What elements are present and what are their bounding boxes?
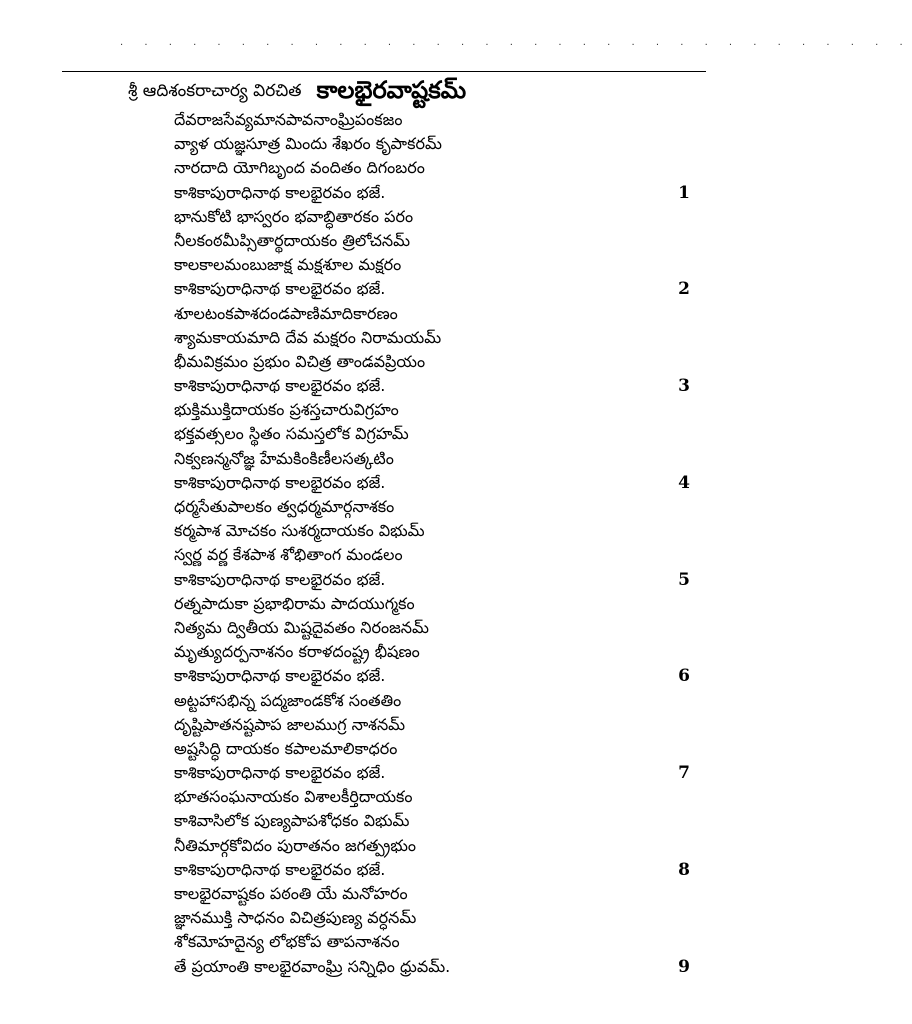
verse-line <box>174 495 694 519</box>
verse-line <box>174 592 694 616</box>
verse-line <box>174 181 694 205</box>
page-title <box>128 76 708 110</box>
verse-text: అట్టహాసభిన్న పద్మజాండకోశ సంతతిం <box>174 690 402 710</box>
verse-line <box>174 205 694 229</box>
verse-line <box>174 422 694 446</box>
verse-line <box>174 568 694 592</box>
verse-text: వ్యాళ యజ్ఞసూత్ర మిందు శేఖరం కృపాకరమ్ <box>174 134 442 154</box>
verse-text: కాశికాపురాధినాథ కాలభైరవం భజే. <box>174 279 386 299</box>
verse-line <box>174 737 694 761</box>
verse-line <box>174 955 694 979</box>
verse-text: కాశికాపురాధినాథ కాలభైరవం భజే. <box>174 182 386 202</box>
verse-text: కాశివాసిలోక పుణ్యపాపశోధకం విభుమ్ <box>174 811 410 831</box>
verse-line <box>174 761 694 785</box>
verse-text: ధర్మసేతుపాలకం త్వధర్మమార్గనాశకం <box>174 497 395 516</box>
verse-line <box>174 132 694 156</box>
verse-text: స్వర్ణ వర్ణ కేశపాశ శోభితాంగ మండలం <box>174 545 403 565</box>
verse-text: కాలకాలమంబుజాక్ష మక్షశూల మక్షరం <box>174 255 402 275</box>
verse-text: నారదాది యోగిబృంద వందితం దిగంబరం <box>174 158 425 178</box>
verse-text: నిక్వణన్మనోజ్ఞ హేమకింకిణీలసత్కటిం <box>174 448 394 468</box>
verse-text: అష్టసిద్ధి దాయకం కపాలమాలికాధరం <box>174 738 398 758</box>
verse-text: శ్యామకాయమాది దేవ మక్షరం నిరామయమ్ <box>174 327 442 347</box>
verse-text: భూతసంఘనాయకం విశాలకీర్తిదాయకం <box>174 787 413 807</box>
verse-text: తే ప్రయాంతి కాలభైరవాంఘ్రి సన్నిధిం ధ్రువమ్. <box>174 956 451 976</box>
verse-text: శోకమోహదైన్య లోభకోప తాపనాశనం <box>174 932 400 952</box>
verse-text: నిత్యమ ద్వితీయ మిష్టదైవతం నిరంజనమ్ <box>174 617 429 637</box>
stanza-number: 9 <box>678 956 690 977</box>
verse-line <box>174 930 694 954</box>
verse-line <box>174 471 694 495</box>
verses <box>174 108 694 979</box>
verse-line <box>174 350 694 374</box>
verse-text: కాలభైరవాష్టకం పఠంతి యే మనోహరం <box>174 884 408 903</box>
verse-line <box>174 858 694 882</box>
verse-text: కాశికాపురాధినాథ కాలభైరవం భజే. <box>174 666 386 686</box>
verse-text: దృష్టిపాతనష్టపాప జాలముగ్ర నాశనమ్ <box>174 714 406 734</box>
verse-text: కర్మపాశ మోచకం సుశర్మదాయకం విభుమ్ <box>174 521 425 541</box>
verse-text: కాశికాపురాధినాథ కాలభైరవం భజే. <box>174 472 386 492</box>
verse-line <box>174 253 694 277</box>
verse-text: జ్ఞానముక్తి సాధనం విచిత్రపుణ్య వర్ధనమ్ <box>174 908 417 928</box>
verse-text: భీమవిక్రమం ప్రభుం విచిత్ర తాండవప్రియం <box>174 351 426 371</box>
verse-text: కాశికాపురాధినాథ కాలభైరవం భజే. <box>174 763 386 783</box>
top-cropped-text: · · · · · · · · · · · · · · · · · · · · · · · · · · · · · · · · · <box>120 40 912 51</box>
verse-line <box>174 108 694 132</box>
verse-text: భుక్తిముక్తిదాయకం ప్రశస్తచారువిగ్రహం <box>174 400 399 420</box>
verse-text: కాశికాపురాధినాథ కాలభైరవం భజే. <box>174 859 386 879</box>
title-main: కాలభైరవాష్టకమ్ <box>316 76 467 104</box>
verse-line <box>174 543 694 567</box>
verse-line <box>174 519 694 543</box>
verse-line <box>174 785 694 809</box>
verse-text: భానుకోటి భాస్వరం భవాబ్ధితారకం పరం <box>174 206 414 226</box>
verse-line <box>174 326 694 350</box>
title-prefix: శ్రీ ఆదిశంకరాచార్య విరచిత <box>128 81 302 101</box>
verse-text: మృత్యుదర్పనాశనం కరాళదంష్ట్ర భీషణం <box>174 642 420 662</box>
stanza-number: 8 <box>678 859 690 880</box>
verse-text: శూలటంకపాశదండపాణిమాదికారణం <box>174 303 398 323</box>
stanza-number: 1 <box>678 182 690 203</box>
verse-text: కాశికాపురాధినాథ కాలభైరవం భజే. <box>174 569 386 589</box>
verse-text: కాశికాపురాధినాథ కాలభైరవం భజే. <box>174 376 386 396</box>
stanza-number: 3 <box>678 376 690 397</box>
verse-text: భక్తవత్సలం స్థితం సమస్తలోక విగ్రహమ్ <box>174 424 409 444</box>
verse-line <box>174 906 694 930</box>
verse-line <box>174 664 694 688</box>
verse-line <box>174 277 694 301</box>
verse-line <box>174 229 694 253</box>
verse-line <box>174 447 694 471</box>
verse-text: నీతిమార్గకోవిదం పురాతనం జగత్ప్రభుం <box>174 835 417 855</box>
header-rule <box>62 71 706 72</box>
verse-text: నీలకంఠమీప్సితార్థదాయకం త్రిలోచనమ్ <box>174 230 411 250</box>
verse-text: దేవరాజసేవ్యమానపావనాంఘ్రిపంకజం <box>174 110 403 129</box>
verse-line <box>174 616 694 640</box>
verse-line <box>174 302 694 326</box>
verse-line <box>174 834 694 858</box>
stanza-number: 6 <box>678 666 690 687</box>
verse-line <box>174 689 694 713</box>
verse-line <box>174 640 694 664</box>
verse-line <box>174 374 694 398</box>
verse-line <box>174 156 694 180</box>
verse-line <box>174 809 694 833</box>
verse-line <box>174 713 694 737</box>
stanza-number: 2 <box>678 279 690 300</box>
stanza-number: 5 <box>678 569 690 590</box>
verse-line <box>174 398 694 422</box>
stanza-number: 7 <box>678 763 690 784</box>
stanza-number: 4 <box>678 472 690 493</box>
verse-line <box>174 882 694 906</box>
verse-text: రత్నపాదుకా ప్రభాభిరామ పాదయుగ్మకం <box>174 593 415 613</box>
